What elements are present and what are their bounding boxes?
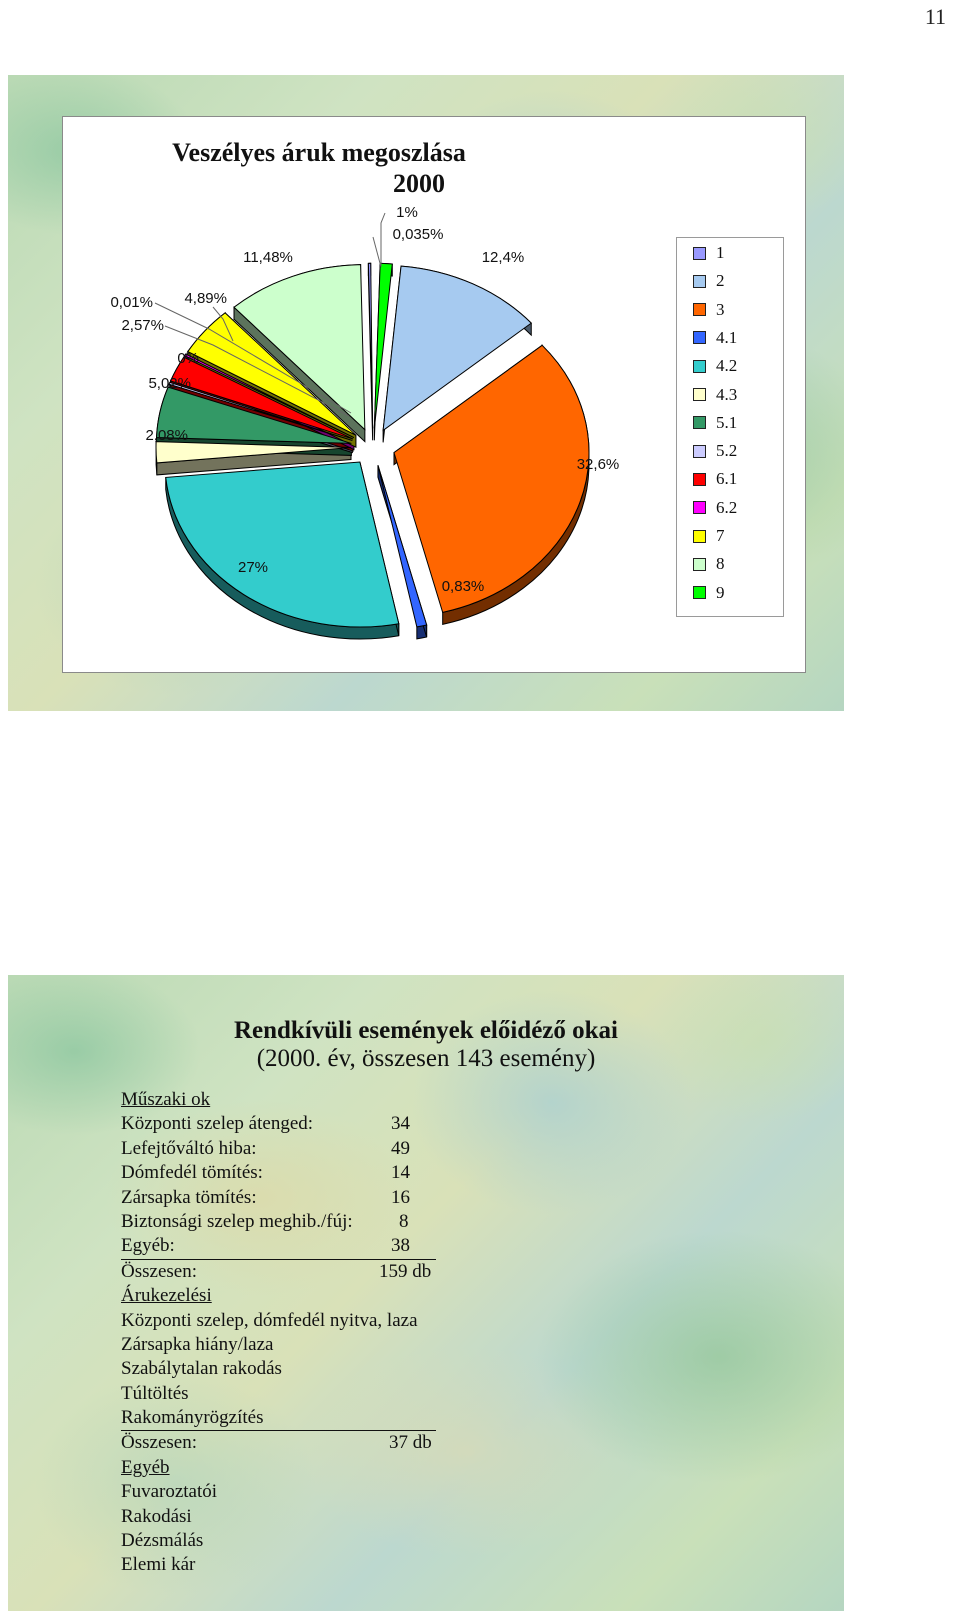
legend-swatch: [693, 530, 706, 543]
list-item: [121, 1234, 436, 1259]
item-value: 34: [391, 1113, 410, 1135]
list-item: [121, 1161, 451, 1185]
slide-pie-chart: [8, 75, 844, 711]
slice-label-4-2: 27%: [237, 559, 269, 576]
item-label: Lefejtőváltó hiba:: [121, 1137, 257, 1159]
section-heading-technical: Műszaki ok: [121, 1089, 211, 1110]
slice-label-4-1: 0,83%: [441, 578, 485, 595]
item-label: Egyéb:: [121, 1235, 175, 1257]
slice-label-2: 12,4%: [481, 249, 525, 266]
legend-label: 6.2: [716, 497, 738, 517]
page-number: 11: [924, 4, 946, 29]
legend-swatch: [693, 275, 706, 288]
legend-item-7: [693, 526, 725, 546]
item-label: Szabálytalan rakodás: [121, 1358, 282, 1380]
legend-label: 1: [716, 243, 725, 262]
total-row: [121, 1260, 451, 1284]
slice-label-9: 1%: [396, 204, 418, 221]
section-heading-handling: Árukezelési: [121, 1285, 212, 1307]
leader-line-9: [381, 213, 385, 267]
list-item: [121, 1309, 451, 1333]
slide-title: Rendkívüli események előidéző okai: [233, 1017, 619, 1044]
list-item: [121, 1406, 436, 1431]
list-item: [121, 1112, 451, 1136]
list-item: [121, 1333, 451, 1357]
list-item: [121, 1382, 451, 1406]
list-item: [121, 1357, 451, 1381]
leader-line-6-2: [373, 237, 381, 267]
slice-label-3: 32,6%: [576, 456, 620, 473]
slice-label-6-2: 0,035%: [392, 226, 444, 243]
item-value: 49: [391, 1137, 410, 1159]
legend-item-6-2: [693, 498, 737, 518]
legend-item-1: [693, 243, 725, 263]
legend-label: 5.2: [716, 441, 738, 461]
item-label: Elemi kár: [121, 1554, 196, 1576]
legend-swatch: [693, 388, 706, 401]
slide-causes: [8, 975, 844, 1611]
slice-label-7: 4,89%: [184, 290, 227, 307]
legend-swatch: [693, 558, 706, 571]
list-item: [121, 1480, 451, 1504]
item-label: Fuvaroztatói: [121, 1481, 218, 1503]
legend-label: 2: [716, 271, 725, 291]
total-label: Összesen:: [121, 1260, 197, 1282]
item-label: Zársapka hiány/laza: [121, 1333, 274, 1355]
list-item: [121, 1137, 451, 1161]
item-value: 16: [391, 1186, 410, 1208]
slice-label-5-2: 0%: [177, 350, 199, 367]
legend-item-5-1: [693, 413, 737, 433]
item-label: Biztonsági szelep meghib./fúj:: [121, 1210, 353, 1232]
legend-label: 7: [716, 526, 725, 545]
legend-item-2: [693, 271, 725, 291]
legend-item-3: [693, 300, 725, 320]
item-label: Központi szelep, dómfedél nyitva, laza: [121, 1309, 418, 1331]
item-label: Túltöltés: [121, 1382, 189, 1404]
section-heading-other: Egyéb: [121, 1456, 170, 1478]
slice-label-4-3: 2,08%: [145, 427, 188, 444]
item-label: Dézsmálás: [121, 1530, 204, 1552]
legend-label: 6.1: [716, 469, 738, 489]
legend-item-8: [693, 554, 725, 574]
legend-swatch: [693, 360, 706, 373]
list-item: [121, 1186, 451, 1210]
list-item: [121, 1529, 451, 1553]
item-label: Rakodási: [121, 1505, 192, 1527]
legend-swatch: [693, 501, 706, 514]
legend-item-9: [693, 583, 725, 603]
legend-label: 4.1: [716, 327, 738, 347]
pie-slices: [156, 263, 589, 639]
item-label: Központi szelep átenged:: [121, 1113, 314, 1135]
total-value: 37 db: [389, 1432, 432, 1454]
list-item: [121, 1210, 451, 1234]
legend-swatch: [693, 586, 706, 599]
legend-label: 9: [716, 582, 725, 602]
item-value: 38: [391, 1235, 410, 1257]
causes-list: [121, 1088, 451, 1578]
legend-item-6-1: [693, 469, 737, 489]
item-label: Zársapka tömítés:: [121, 1186, 257, 1208]
total-label: Összesen:: [121, 1432, 197, 1454]
legend-swatch: [693, 473, 706, 486]
legend-swatch: [693, 445, 706, 458]
total-value: 159 db: [379, 1260, 432, 1282]
legend-swatch: [693, 416, 706, 429]
slide-subtitle: (2000. év, összesen 143 esemény): [256, 1045, 596, 1072]
item-label: Rakományrögzítés: [121, 1407, 264, 1429]
legend-item-4-1: [693, 328, 737, 348]
legend-swatch: [693, 331, 706, 344]
chart-title: Veszélyes áruk megoszlása: [172, 138, 466, 167]
legend-swatch: [693, 303, 706, 316]
legend-label: 5.1: [716, 412, 738, 432]
chart-area: [62, 116, 806, 673]
item-label: Dómfedél tömítés:: [121, 1162, 263, 1184]
slice-label-6-1: 2,57%: [121, 317, 164, 334]
chart-subtitle: 2000: [393, 169, 445, 198]
item-value: 14: [391, 1162, 410, 1184]
pie-slice-4-2: [166, 462, 399, 627]
slice-label-1: 0,01%: [110, 294, 153, 311]
legend-item-4-3: [693, 385, 737, 405]
total-row: [121, 1431, 451, 1455]
legend-swatch: [693, 247, 706, 260]
item-value: 8: [399, 1210, 409, 1232]
legend-label: 4.2: [716, 356, 738, 376]
legend-label: 4.3: [716, 384, 738, 404]
legend-label: 8: [716, 554, 725, 574]
list-item: [121, 1553, 451, 1577]
legend-item-5-2: [693, 441, 737, 461]
list-item: [121, 1505, 451, 1529]
legend-label: 3: [716, 299, 725, 319]
slice-label-8: 11,48%: [243, 249, 293, 266]
chart-legend: [676, 237, 784, 617]
pie-slice-1: [368, 263, 372, 428]
legend-item-4-2: [693, 356, 737, 376]
slice-label-5-1: 5,02%: [148, 375, 191, 392]
